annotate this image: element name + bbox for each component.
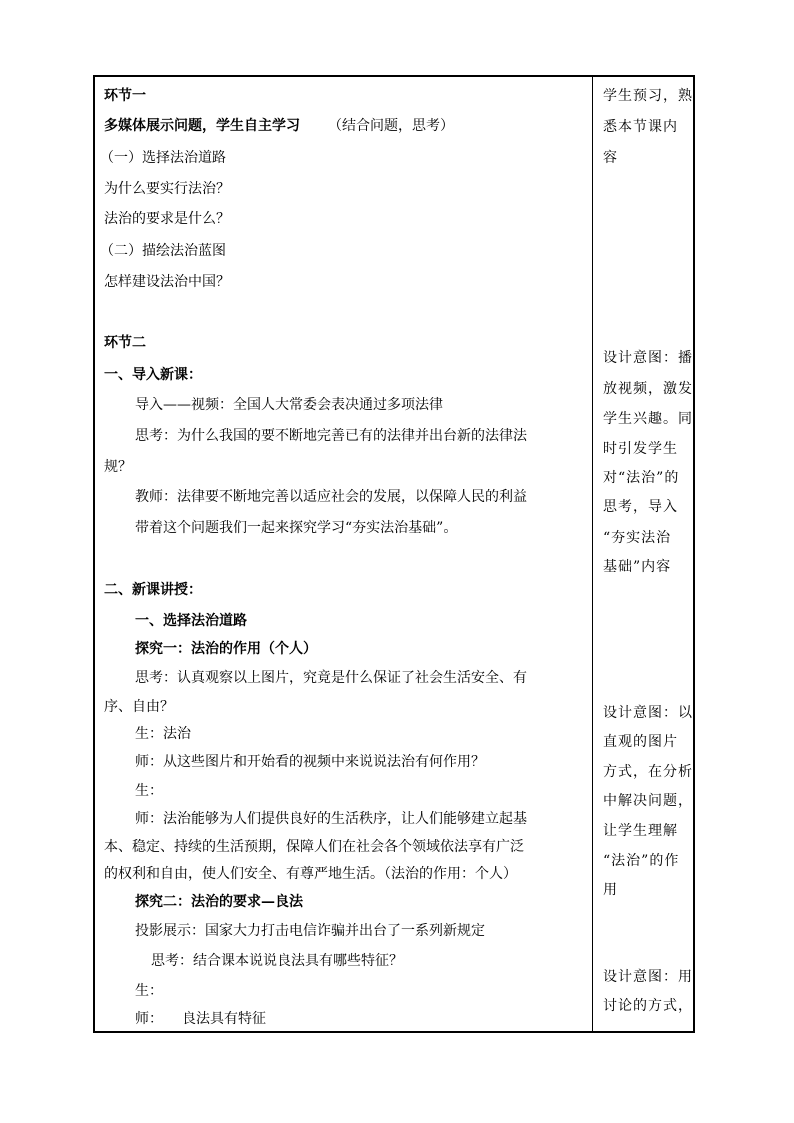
teaching-process-column [95, 77, 592, 1031]
section-title: 环节二 [104, 335, 146, 351]
body-text: 的权利和自由，使人们安全、有尊严地生活。（法治的作用：个人） [104, 866, 517, 882]
topic-heading: （一）选择法治道路 [100, 150, 226, 166]
body-text: 思考：认真观察以上图片，究竟是什么保证了社会生活安全、有 [135, 670, 527, 686]
body-text: 良法具有特征 [182, 1011, 266, 1027]
side-note: 设计意图：播 [603, 350, 693, 366]
side-note: “法治”的作 [603, 853, 680, 869]
body-text: 师：从这些图片和开始看的视频中来说说法治有何作用？ [135, 754, 485, 770]
side-note: 放视频，激发 [603, 381, 693, 397]
side-note: 中解决问题， [603, 793, 693, 809]
question: 法治的要求是什么？ [104, 211, 230, 227]
topic-heading: 一、选择法治道路 [135, 613, 247, 629]
side-note: 悉本节课内 [603, 119, 678, 135]
column-divider [592, 77, 593, 1031]
exploration-title: 探究一：法治的作用（个人） [135, 641, 317, 657]
subsection-title: 一、导入新课： [104, 367, 202, 383]
side-note: 对“法治”的 [603, 470, 680, 486]
activity-title: 多媒体展示问题，学生自主学习 [104, 118, 300, 134]
section-title: 环节一 [104, 88, 146, 104]
side-note: 直观的图片 [603, 734, 678, 750]
side-note: 容 [603, 150, 618, 166]
body-text: 投影展示：国家大力打击电信诈骗并出台了一系列新规定 [135, 923, 485, 939]
body-text: 生： [135, 983, 163, 999]
exploration-title: 探究二：法治的要求—良法 [135, 894, 303, 910]
body-text: 导入——视频：全国人大常委会表决通过多项法律 [135, 397, 443, 413]
side-note: 时引发学生 [603, 441, 678, 457]
design-intent-column [597, 77, 693, 1031]
activity-note: （结合问题，思考） [328, 118, 454, 134]
body-text: 教师：法律要不断地完善以适应社会的发展，以保障人民的利益 [135, 489, 527, 505]
body-text: 规？ [104, 459, 132, 475]
side-note: 讨论的方式， [603, 998, 693, 1014]
subsection-title: 二、新课讲授： [104, 582, 202, 598]
body-text: 思考：结合课本说说良法具有哪些特征？ [151, 953, 403, 969]
body-text: 带着这个问题我们一起来探究学习“夯实法治基础”。 [135, 520, 458, 536]
side-note: 方式，在分析 [603, 764, 693, 780]
side-note: “夯实法治 [603, 530, 672, 546]
side-note: 基础”内容 [603, 559, 672, 575]
lesson-plan-table [93, 75, 695, 1033]
body-text: 思考：为什么我国的要不断地完善已有的法律并出台新的法律法 [135, 428, 527, 444]
side-note: 设计意图：以 [603, 705, 693, 721]
side-note: 用 [603, 882, 618, 898]
body-text: 生：法治 [135, 726, 191, 742]
side-note: 学生预习，熟 [603, 88, 693, 104]
side-note: 设计意图：用 [603, 969, 693, 985]
body-text: 师：法治能够为人们提供良好的生活秩序，让人们能够建立起基 [135, 811, 527, 827]
body-text: 序、自由？ [104, 699, 174, 715]
side-note: 学生兴趣。同 [603, 411, 693, 427]
question: 怎样建设法治中国？ [104, 274, 230, 290]
body-text: 本、稳定、持续的生活预期，保障人们在社会各个领域依法享有广泛 [104, 839, 524, 855]
question: 为什么要实行法治？ [104, 181, 230, 197]
side-note: 思考，导入 [603, 499, 678, 515]
side-note: 让学生理解 [603, 823, 678, 839]
body-text: 师： [135, 1011, 163, 1027]
body-text: 生： [135, 783, 163, 799]
topic-heading: （二）描绘法治蓝图 [100, 243, 226, 259]
